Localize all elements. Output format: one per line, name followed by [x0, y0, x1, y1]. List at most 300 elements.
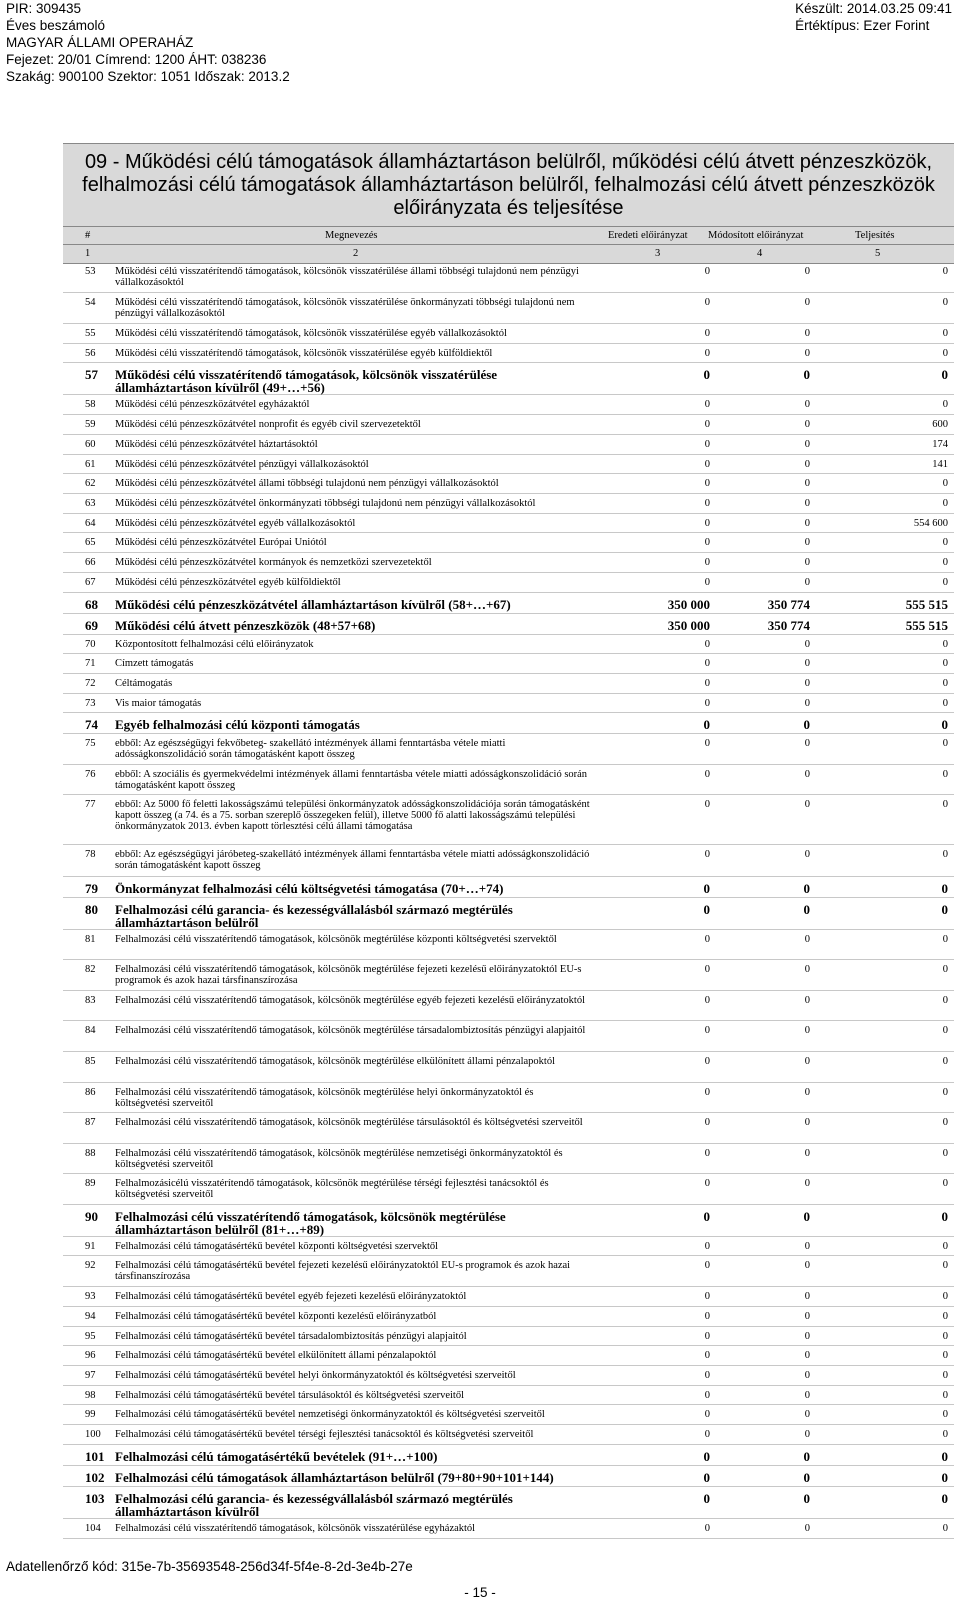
modified-value: 0: [804, 459, 810, 470]
original-value: 0: [704, 459, 710, 470]
table-row: [63, 455, 954, 474]
table-row: [63, 713, 954, 734]
original-value: 0: [704, 1390, 710, 1401]
header-institution: MAGYAR ÁLLAMI OPERAHÁZ: [6, 35, 194, 50]
col-name: Megnevezés: [325, 230, 378, 241]
row-number: 93: [85, 1291, 96, 1302]
actual-value: 0: [942, 738, 948, 749]
table-row: [63, 514, 954, 533]
row-number: 87: [85, 1117, 96, 1128]
table-row: [63, 363, 954, 395]
table-row: [63, 734, 954, 765]
actual-value: 0: [942, 1429, 948, 1440]
row-number: 70: [85, 639, 96, 650]
actual-value: 0: [942, 995, 948, 1006]
table-row: [63, 1052, 954, 1083]
modified-value: 0: [804, 328, 810, 339]
table-row: [63, 1205, 954, 1237]
original-value: 0: [704, 399, 710, 410]
actual-value: 0: [942, 849, 948, 860]
row-number: 96: [85, 1350, 96, 1361]
row-label: Felhalmozásicélú visszatérítendő támogatások, kölcsönök megtérülése térségi fejlesztési tanácsoktól és költségvetési szerveitől: [115, 1178, 549, 1200]
modified-value: 0: [804, 849, 810, 860]
modified-value: 0: [804, 964, 810, 975]
row-number: 83: [85, 995, 96, 1006]
row-label: Működési célú pénzeszközátvétel Európai Uniótól: [115, 537, 327, 548]
actual-value: 0: [942, 1260, 948, 1271]
actual-value: 0: [941, 717, 948, 732]
actual-value: 0: [942, 1025, 948, 1036]
modified-value: 0: [804, 1117, 810, 1128]
row-number: 89: [85, 1178, 96, 1189]
actual-value: 0: [941, 367, 948, 382]
row-label: Címzett támogatás: [115, 658, 194, 669]
row-number: 79: [85, 881, 98, 896]
row-label: Felhalmozási célú visszatérítendő támogatások, kölcsönök visszatérülése egyházaktól: [115, 1523, 476, 1534]
row-label: Felhalmozási célú visszatérítendő támogatások, kölcsönök megtérülése államháztartáson belülről (81+…+89): [115, 1209, 506, 1237]
row-number: 61: [85, 459, 96, 470]
modified-value: 0: [804, 577, 810, 588]
modified-value: 0: [804, 1291, 810, 1302]
row-label: Felhalmozási célú visszatérítendő támogatások, kölcsönök megtérülése helyi önkormányzatoktól és költségvetési szerveitől: [115, 1087, 534, 1109]
modified-value: 0: [804, 738, 810, 749]
table-row: [63, 1405, 954, 1425]
row-number: 103: [85, 1491, 105, 1506]
actual-value: 0: [942, 934, 948, 945]
row-label: Felhalmozási célú visszatérítendő támogatások, kölcsönök megtérülése egyéb fejezeti kezelésű előirányzatoktól: [115, 995, 585, 1006]
col-number-1: 1: [85, 248, 91, 259]
actual-value: 555 515: [905, 618, 948, 633]
actual-value: 555 515: [905, 597, 948, 612]
row-label: Felhalmozási célú támogatásértékű bevétel nemzetiségi önkormányzatoktól és költségvetési szerveitől: [115, 1409, 545, 1420]
row-label: Felhalmozási célú visszatérítendő támogatások, kölcsönök megtérülése társulásoktól és költségvetési szerveitől: [115, 1117, 583, 1128]
original-value: 0: [704, 498, 710, 509]
row-number: 71: [85, 658, 96, 669]
row-label: ebből: Az egészségügyi járóbeteg-szakellátó intézmények állami fenntartásba vétele miatti adósságkonszolidáció során támogatásként kapott összeg: [115, 849, 590, 871]
table-row: [63, 674, 954, 694]
original-value: 0: [704, 478, 710, 489]
modified-value: 0: [804, 399, 810, 410]
row-label: Működési célú visszatérítendő támogatások, kölcsönök visszatérülése egyéb vállalkozásoktól: [115, 328, 507, 339]
row-number: 86: [85, 1087, 96, 1098]
row-label: Központosított felhalmozási célú előirányzatok: [115, 639, 314, 650]
row-number: 102: [85, 1470, 105, 1485]
row-number: 97: [85, 1370, 96, 1381]
actual-value: 0: [942, 1178, 948, 1189]
row-label: Működési célú pénzeszközátvétel egyéb vállalkozásoktól: [115, 518, 356, 529]
modified-value: 0: [804, 639, 810, 650]
original-value: 0: [704, 557, 710, 568]
modified-value: 0: [804, 1409, 810, 1420]
actual-value: 0: [942, 328, 948, 339]
modified-value: 0: [804, 439, 810, 450]
modified-value: 0: [804, 1056, 810, 1067]
actual-value: 0: [942, 1311, 948, 1322]
original-value: 0: [704, 1025, 710, 1036]
table-header-row: [63, 226, 954, 245]
table-row: [63, 694, 954, 713]
modified-value: 0: [804, 995, 810, 1006]
actual-value: 0: [942, 557, 948, 568]
actual-value: 600: [932, 419, 948, 430]
col-hash: #: [85, 230, 91, 241]
table-row: [63, 415, 954, 435]
row-number: 99: [85, 1409, 96, 1420]
original-value: 0: [703, 881, 710, 896]
modified-value: 0: [804, 769, 810, 780]
modified-value: 0: [804, 478, 810, 489]
row-number: 92: [85, 1260, 96, 1271]
row-label: Felhalmozási célú visszatérítendő támogatások, kölcsönök megtérülése társadalombiztosítás pénzügyi alapjaitól: [115, 1025, 586, 1036]
row-label: Felhalmozási célú támogatásértékű bevétel egyéb fejezeti kezelésű előirányzatoktól: [115, 1291, 467, 1302]
actual-value: 0: [942, 1523, 948, 1534]
header-created: Készült: 2014.03.25 09:41: [795, 1, 952, 16]
modified-value: 0: [804, 1178, 810, 1189]
actual-value: 0: [942, 577, 948, 588]
modified-value: 0: [803, 1209, 810, 1224]
modified-value: 0: [803, 1491, 810, 1506]
row-label: Működési célú visszatérítendő támogatások, kölcsönök visszatérülése állami többségi tulajdonú nem pénzügyi vállalkozásoktól: [115, 266, 579, 288]
actual-value: 0: [942, 478, 948, 489]
row-label: Működési célú visszatérítendő támogatások, kölcsönök visszatérülése államháztartáson kívülről (49+…+56): [115, 367, 498, 395]
table-row: [63, 1144, 954, 1174]
table-row: [63, 1425, 954, 1445]
row-number: 100: [85, 1429, 101, 1440]
row-label: Céltámogatás: [115, 678, 173, 689]
row-label: Vis maior támogatás: [115, 698, 202, 709]
original-value: 0: [704, 849, 710, 860]
original-value: 0: [703, 1449, 710, 1464]
modified-value: 0: [803, 717, 810, 732]
original-value: 0: [704, 769, 710, 780]
modified-value: 0: [804, 1523, 810, 1534]
actual-value: 0: [942, 1409, 948, 1420]
actual-value: 0: [942, 498, 948, 509]
actual-value: 0: [941, 1449, 948, 1464]
row-number: 88: [85, 1148, 96, 1159]
table-row: [63, 1256, 954, 1287]
page-number: - 15 -: [464, 1585, 496, 1600]
actual-value: 0: [942, 639, 948, 650]
row-number: 68: [85, 597, 98, 612]
table-row: [63, 1327, 954, 1346]
actual-value: 0: [942, 769, 948, 780]
modified-value: 0: [804, 1390, 810, 1401]
actual-value: 0: [942, 297, 948, 308]
col-number-4: 4: [757, 248, 763, 259]
original-value: 0: [704, 577, 710, 588]
original-value: 0: [704, 1087, 710, 1098]
table-row: [63, 1021, 954, 1052]
actual-value: 0: [941, 1470, 948, 1485]
row-number: 63: [85, 498, 96, 509]
actual-value: 141: [932, 459, 948, 470]
modified-value: 0: [804, 419, 810, 430]
row-number: 85: [85, 1056, 96, 1067]
original-value: 0: [703, 367, 710, 382]
original-value: 0: [704, 934, 710, 945]
row-label: Működési célú pénzeszközátvétel nonprofit és egyéb civil szervezetektől: [115, 419, 421, 430]
table-row: [63, 593, 954, 614]
original-value: 0: [704, 1056, 710, 1067]
original-value: 0: [703, 902, 710, 917]
modified-value: 0: [803, 1449, 810, 1464]
modified-value: 0: [804, 678, 810, 689]
actual-value: 0: [942, 799, 948, 810]
row-label: Működési célú pénzeszközátvétel önkormányzati többségi tulajdonú nem pénzügyi vállalkozásoktól: [115, 498, 536, 509]
actual-value: 0: [941, 902, 948, 917]
table-row: [63, 533, 954, 553]
table-row: [63, 293, 954, 324]
row-number: 76: [85, 769, 96, 780]
row-label: Működési célú pénzeszközátvétel egyházaktól: [115, 399, 310, 410]
modified-value: 0: [803, 1470, 810, 1485]
row-number: 94: [85, 1311, 96, 1322]
header-pir: PIR: 309435: [6, 1, 82, 16]
row-label: Felhalmozási célú garancia- és kezességvállalásból származó megtérülés államháztartáson kívülről: [115, 1491, 513, 1519]
validation-code: Adatellenőrző kód: 315e-7b-35693548-256d34f-5f4e-8-2d-3e4b-27e: [6, 1559, 413, 1574]
col-actual: Teljesítés: [855, 230, 895, 241]
modified-value: 0: [803, 881, 810, 896]
row-number: 53: [85, 266, 96, 277]
actual-value: 0: [942, 399, 948, 410]
row-number: 82: [85, 964, 96, 975]
actual-value: 0: [942, 1370, 948, 1381]
original-value: 0: [704, 518, 710, 529]
col-number-2: 2: [353, 248, 359, 259]
row-label: Működési célú pénzeszközátvétel pénzügyi vállalkozásoktól: [115, 459, 369, 470]
table-row: [63, 573, 954, 593]
modified-value: 0: [804, 799, 810, 810]
row-number: 60: [85, 439, 96, 450]
original-value: 0: [704, 1429, 710, 1440]
row-label: Felhalmozási célú visszatérítendő támogatások, kölcsönök megtérülése központi költségvetési szervektől: [115, 934, 557, 945]
table-row: [63, 765, 954, 795]
original-value: 350 000: [667, 597, 710, 612]
row-label: ebből: Az egészségügyi fekvőbeteg- szakellátó intézmények állami fenntartásba vétele miatti adósságkonszolidáció során támogatásként kapott összeg: [115, 738, 506, 760]
original-value: 0: [704, 658, 710, 669]
row-number: 66: [85, 557, 96, 568]
row-label: Felhalmozási célú támogatásértékű bevétel központi kezelésű előirányzatból: [115, 1311, 437, 1322]
original-value: 0: [704, 1291, 710, 1302]
modified-value: 350 774: [767, 597, 810, 612]
row-label: ebből: A szociális és gyermekvédelmi intézmények állami fenntartásba vétele miatti adósságkonszolidáció során támogatásként kapott összeg: [115, 769, 588, 791]
modified-value: 0: [804, 537, 810, 548]
row-label: Működési célú visszatérítendő támogatások, kölcsönök visszatérülése önkormányzati többségi tulajdonú nem pénzügyi vállalkozásoktól: [115, 297, 575, 319]
row-label: Felhalmozási célú visszatérítendő támogatások, kölcsönök megtérülése nemzetiségi önkormányzatoktól és költségvetési szerveitől: [115, 1148, 563, 1170]
report-header-right: [795, 0, 952, 34]
original-value: 0: [704, 678, 710, 689]
original-value: 0: [704, 1148, 710, 1159]
modified-value: 0: [804, 1350, 810, 1361]
row-number: 104: [85, 1523, 101, 1534]
row-label: Felhalmozási célú visszatérítendő támogatások, kölcsönök megtérülése fejezeti kezelésű előirányzatoktól EU-s programok és azok hazai társfinanszírozása: [115, 964, 582, 986]
row-label: Működési célú pénzeszközátvétel egyéb külföldiektől: [115, 577, 341, 588]
modified-value: 350 774: [767, 618, 810, 633]
row-number: 73: [85, 698, 96, 709]
modified-value: 0: [804, 658, 810, 669]
table-row: [63, 1307, 954, 1327]
col-modified: Módosított előirányzat: [708, 230, 804, 241]
table-row: [63, 1346, 954, 1366]
original-value: 0: [704, 1117, 710, 1128]
row-number: 57: [85, 367, 98, 382]
col-number-3: 3: [655, 248, 661, 259]
table-row: [63, 1487, 954, 1519]
original-value: 0: [704, 639, 710, 650]
table-row: [63, 553, 954, 573]
table-row: [63, 898, 954, 930]
table-row: [63, 1519, 954, 1539]
header-chapter: Fejezet: 20/01 Címrend: 1200 ÁHT: 038236: [6, 52, 267, 67]
row-number: 58: [85, 399, 96, 410]
original-value: 0: [704, 1178, 710, 1189]
table-row: [63, 614, 954, 635]
table-row: [63, 1466, 954, 1487]
row-number: 67: [85, 577, 96, 588]
table-row: [63, 1386, 954, 1405]
row-label: Felhalmozási célú támogatásértékű bevétel központi költségvetési szervektől: [115, 1241, 439, 1252]
actual-value: 0: [942, 658, 948, 669]
row-label: Működési célú pénzeszközátvétel államháztartáson kívülről (58+…+67): [115, 597, 511, 612]
table-row: [63, 1113, 954, 1144]
actual-value: 0: [941, 1209, 948, 1224]
original-value: 0: [704, 297, 710, 308]
original-value: 0: [704, 348, 710, 359]
table-title: 09 - Működési célú támogatások államháztartáson belülről, működési célú átvett pénzeszközök, felhalmozási célú támogatások államháztartáson belülről, felhalmozási célú átvett pénzeszközök előirányzata és teljesítése: [82, 151, 935, 219]
modified-value: 0: [804, 297, 810, 308]
original-value: 0: [704, 738, 710, 749]
header-value-type: Értéktípus: Ezer Forint: [795, 18, 930, 33]
table-row: [63, 991, 954, 1021]
actual-value: 0: [942, 1331, 948, 1342]
row-label: Felhalmozási célú támogatásértékű bevétel elkülönített állami pénzalapoktól: [115, 1350, 437, 1361]
original-value: 0: [704, 799, 710, 810]
table-row: [63, 654, 954, 674]
row-label: Felhalmozási célú támogatásértékű bevételek (91+…+100): [115, 1449, 438, 1464]
original-value: 350 000: [667, 618, 710, 633]
modified-value: 0: [804, 1429, 810, 1440]
row-label: Felhalmozási célú támogatásértékű bevétel térségi fejlesztési tanácsoktól és költségvetési szerveitől: [115, 1429, 534, 1440]
table-row: [63, 877, 954, 898]
actual-value: 554 600: [913, 518, 948, 529]
row-number: 80: [85, 902, 98, 917]
row-number: 77: [85, 799, 96, 810]
row-label: Felhalmozási célú támogatásértékű bevétel társulásoktól és költségvetési szerveitől: [115, 1390, 465, 1401]
modified-value: 0: [804, 266, 810, 277]
original-value: 0: [704, 1311, 710, 1322]
row-number: 74: [85, 717, 98, 732]
col-original: Eredeti előirányzat: [608, 230, 688, 241]
modified-value: 0: [804, 518, 810, 529]
actual-value: 0: [942, 1087, 948, 1098]
row-label: Felhalmozási célú támogatásértékű bevétel társadalombiztosítás pénzügyi alapjaitól: [115, 1331, 467, 1342]
actual-value: 0: [942, 698, 948, 709]
modified-value: 0: [803, 367, 810, 382]
table-row: [63, 474, 954, 494]
actual-value: 0: [942, 1291, 948, 1302]
row-label: Felhalmozási célú támogatásértékű bevétel helyi önkormányzatoktól és költségvetési szerveitől: [115, 1370, 516, 1381]
table-row: [63, 324, 954, 344]
modified-value: 0: [804, 1148, 810, 1159]
table-row: [63, 635, 954, 654]
row-number: 64: [85, 518, 96, 529]
modified-value: 0: [804, 934, 810, 945]
original-value: 0: [704, 1350, 710, 1361]
original-value: 0: [704, 1331, 710, 1342]
modified-value: 0: [804, 698, 810, 709]
table-row: [63, 344, 954, 363]
original-value: 0: [704, 266, 710, 277]
table-row: [63, 930, 954, 960]
modified-value: 0: [804, 498, 810, 509]
header-sector: Szakág: 900100 Szektor: 1051 Időszak: 2013.2: [6, 69, 290, 84]
original-value: 0: [704, 698, 710, 709]
modified-value: 0: [804, 1370, 810, 1381]
table-row: [63, 795, 954, 845]
row-number: 56: [85, 348, 96, 359]
modified-value: 0: [804, 1260, 810, 1271]
original-value: 0: [704, 328, 710, 339]
row-label: Felhalmozási célú garancia- és kezességvállalásból származó megtérülés államháztartáson belülről: [115, 902, 513, 930]
table-row: [63, 1083, 954, 1113]
original-value: 0: [704, 1241, 710, 1252]
row-number: 95: [85, 1331, 96, 1342]
table-row: [63, 845, 954, 877]
row-number: 62: [85, 478, 96, 489]
row-number: 59: [85, 419, 96, 430]
actual-value: 0: [942, 1350, 948, 1361]
original-value: 0: [704, 537, 710, 548]
modified-value: 0: [804, 1087, 810, 1098]
original-value: 0: [704, 964, 710, 975]
row-label: Működési célú pénzeszközátvétel háztartásoktól: [115, 439, 318, 450]
modified-value: 0: [804, 557, 810, 568]
row-label: Egyéb felhalmozási célú központi támogatás: [115, 717, 360, 732]
table-title-box: [63, 143, 954, 229]
report-header-left: [6, 0, 290, 85]
original-value: 0: [704, 1409, 710, 1420]
row-label: Felhalmozási célú támogatásértékű bevétel fejezeti kezelésű előirányzatoktól EU-s programok és azok hazai társfinanszírozása: [115, 1260, 571, 1282]
table-row: [63, 960, 954, 991]
header-report-type: Éves beszámoló: [6, 18, 106, 33]
table-row: [63, 262, 954, 293]
row-number: 91: [85, 1241, 96, 1252]
row-number: 84: [85, 1025, 96, 1036]
table-row: [63, 1287, 954, 1307]
table-row: [63, 435, 954, 455]
row-label: Működési célú pénzeszközátvétel kormányok és nemzetközi szervezetektől: [115, 557, 432, 568]
table-row: [63, 1174, 954, 1205]
actual-value: 0: [942, 1117, 948, 1128]
table-row: [63, 1237, 954, 1256]
modified-value: 0: [804, 1311, 810, 1322]
original-value: 0: [704, 419, 710, 430]
modified-value: 0: [804, 348, 810, 359]
row-label: Felhalmozási célú támogatások államháztartáson belülről (79+80+90+101+144): [115, 1470, 554, 1485]
original-value: 0: [704, 995, 710, 1006]
original-value: 0: [704, 439, 710, 450]
row-number: 75: [85, 738, 96, 749]
actual-value: 0: [942, 678, 948, 689]
modified-value: 0: [804, 1331, 810, 1342]
actual-value: 0: [942, 1390, 948, 1401]
row-label: Működési célú átvett pénzeszközök (48+57+68): [115, 618, 376, 633]
original-value: 0: [703, 717, 710, 732]
actual-value: 0: [942, 537, 948, 548]
table-row: [63, 395, 954, 415]
original-value: 0: [703, 1470, 710, 1485]
